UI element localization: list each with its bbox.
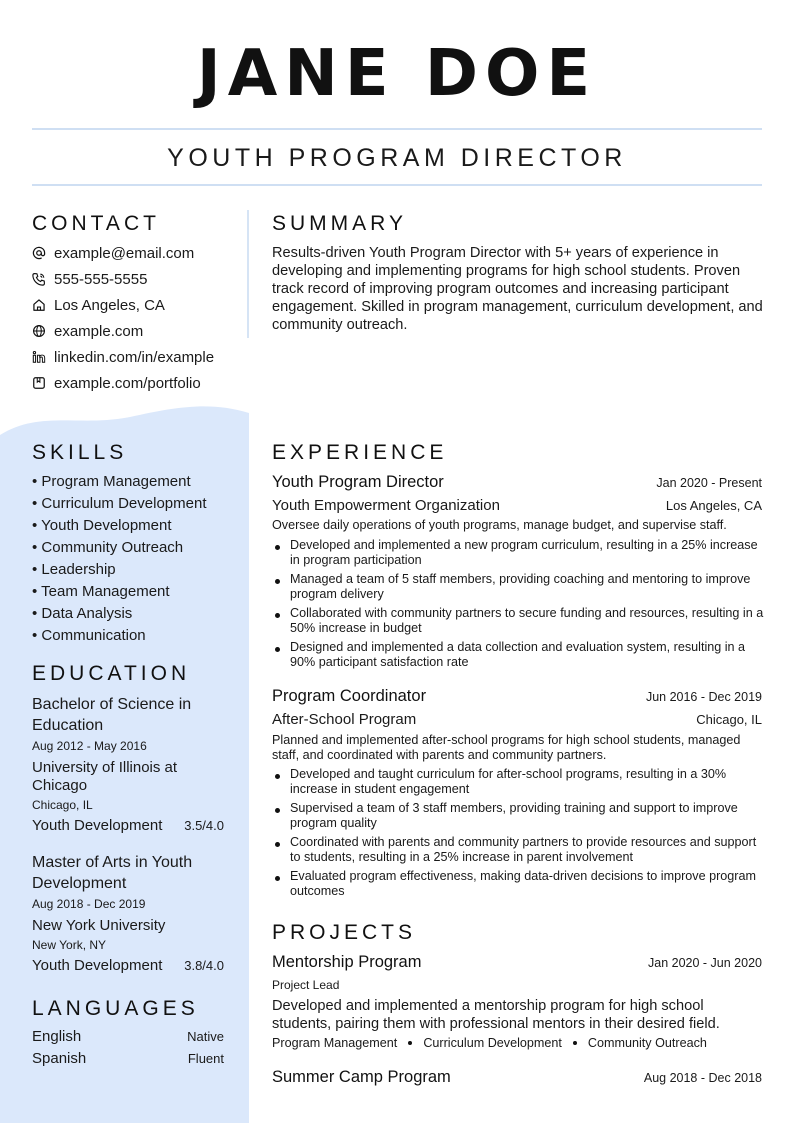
contact-linkedin-text: linkedin.com/in/example (54, 348, 215, 366)
skills-heading: SKILLS (32, 441, 128, 464)
job-organization: After-School Program (272, 711, 417, 728)
job-bullet: Designed and implemented a data collection and evaluation system, resulting in a 90% participant satisfaction rate (272, 640, 764, 670)
skill-item: • Youth Development (32, 517, 172, 534)
skill-item: • Curriculum Development (32, 495, 207, 512)
education-location: Chicago, IL (32, 798, 93, 812)
contact-location (32, 295, 165, 315)
project-header (272, 953, 762, 972)
job-bullet: Managed a team of 5 staff members, providing coaching and mentoring to improve program delivery (272, 572, 764, 602)
job-organization: Youth Empowerment Organization (272, 497, 500, 514)
contact-linkedin[interactable] (32, 347, 214, 367)
education-school: University of Illinois at Chicago (32, 759, 178, 794)
job-header (272, 687, 762, 706)
job-bullet: Collaborated with community partners to secure funding and resources, resulting in a 50% increase in budget (272, 606, 764, 636)
contact-location-text: Los Angeles, CA (54, 296, 165, 314)
language-row (32, 1050, 224, 1067)
job-bullet: Developed and taught curriculum for after-school programs, resulting in a 30% increase in student engagement (272, 767, 764, 797)
project-tag: Program Management (272, 1036, 398, 1050)
education-degree: Master of Arts in Youth Development (32, 854, 193, 892)
project-dates: Jan 2020 - Jun 2020 (648, 956, 762, 970)
column-divider (247, 210, 249, 338)
project-tag: Community Outreach (587, 1036, 707, 1050)
language-name: English (32, 1028, 82, 1045)
project-dates: Aug 2018 - Dec 2018 (643, 1071, 762, 1085)
candidate-title: YOUTH PROGRAM DIRECTOR (167, 144, 627, 172)
education-school: New York University (32, 917, 166, 934)
languages-heading: LANGUAGES (32, 997, 199, 1020)
job-org-row (272, 711, 762, 728)
job-header (272, 473, 762, 492)
header-divider-bottom (32, 184, 762, 186)
bullet-dot (275, 647, 280, 652)
language-level: Native (187, 1029, 224, 1044)
education-dates: Aug 2018 - Dec 2019 (32, 897, 146, 911)
project-header (272, 1068, 762, 1087)
bullet-dot (275, 808, 280, 813)
project-tag: Curriculum Development (423, 1036, 562, 1050)
job-bullet: Coordinated with parents and community partners to provide resources and support to students, resulting in a 25% increase in parent involvement (272, 835, 764, 865)
job-title: Program Coordinator (272, 687, 427, 705)
skill-item: • Data Analysis (32, 605, 133, 622)
project-name: Summer Camp Program (272, 1068, 451, 1086)
job-bullet: Developed and implemented a new program curriculum, resulting in a 25% increase in program participation (272, 538, 764, 568)
at-icon (32, 246, 46, 260)
header-divider-top (32, 128, 762, 130)
contact-heading: CONTACT (32, 212, 160, 235)
experience-heading: EXPERIENCE (272, 441, 448, 464)
tag-separator (408, 1041, 412, 1045)
job-dates: Jun 2016 - Dec 2019 (645, 690, 762, 704)
language-level: Fluent (187, 1051, 224, 1066)
contact-website[interactable] (32, 321, 143, 341)
language-row (32, 1028, 224, 1045)
job-location: Los Angeles, CA (665, 498, 762, 513)
bullet-dot (275, 545, 280, 550)
project-tags (272, 1036, 707, 1050)
education-field-row (32, 957, 224, 974)
skill-item: • Leadership (32, 561, 116, 578)
contact-email[interactable] (32, 243, 194, 263)
education-gpa: 3.5/4.0 (184, 818, 224, 833)
job-org-row (272, 497, 762, 514)
education-field: Youth Development (32, 957, 163, 974)
job-bullet: Supervised a team of 3 staff members, providing training and support to improve program quality (272, 801, 764, 831)
linkedin-icon (32, 350, 46, 364)
summary-heading: SUMMARY (272, 212, 407, 235)
education-degree: Bachelor of Science in Education (32, 696, 192, 734)
education-heading: EDUCATION (32, 662, 191, 685)
language-name: Spanish (32, 1050, 87, 1067)
bullet-dot (275, 613, 280, 618)
education-gpa: 3.8/4.0 (184, 958, 224, 973)
summary-text: Results-driven Youth Program Director with 5+ years of experience in developing and implementing programs for high school students. Proven track record of improving program outcomes and increasing participant engagement. Skilled in program management, curriculum development, and community outreach. (272, 245, 763, 333)
project-description: Developed and implemented a mentorship program for high school students, pairing them with professional mentors in their desired field. (272, 998, 720, 1032)
job-description: Planned and implemented after-school programs for high school students, managed staff, and coordinated with parents and community partners. (272, 733, 741, 762)
globe-icon (32, 324, 46, 338)
bullet-dot (275, 876, 280, 881)
job-dates: Jan 2020 - Present (656, 476, 762, 490)
skill-item: • Communication (32, 627, 146, 644)
contact-phone-text: 555-555-5555 (54, 270, 148, 288)
home-icon (32, 298, 46, 312)
skill-item: • Team Management (32, 583, 170, 600)
contact-phone[interactable] (32, 269, 147, 289)
tag-separator (573, 1041, 577, 1045)
education-field-row (32, 817, 224, 834)
job-location: Chicago, IL (696, 712, 762, 727)
bullet-dot (275, 842, 280, 847)
contact-portfolio-text: example.com/portfolio (54, 374, 201, 392)
job-bullet: Evaluated program effectiveness, making data-driven decisions to improve program outcomes (272, 869, 764, 899)
phone-icon (32, 272, 46, 286)
contact-email-text: example@email.com (54, 244, 195, 262)
contact-portfolio[interactable] (32, 373, 201, 393)
projects-heading: PROJECTS (272, 921, 417, 944)
project-role: Project Lead (272, 978, 340, 992)
job-description: Oversee daily operations of youth programs, manage budget, and supervise staff. (272, 518, 727, 532)
bullet-dot (275, 774, 280, 779)
contact-website-text: example.com (54, 322, 144, 340)
education-location: New York, NY (32, 938, 107, 952)
project-name: Mentorship Program (272, 953, 422, 971)
skill-item: • Program Management (32, 473, 191, 490)
candidate-name: JANE DOE (196, 37, 598, 111)
education-field: Youth Development (32, 817, 163, 834)
job-title: Youth Program Director (272, 473, 444, 491)
bullet-dot (275, 579, 280, 584)
education-dates: Aug 2012 - May 2016 (32, 739, 147, 753)
portfolio-icon (32, 376, 46, 390)
skill-item: • Community Outreach (32, 539, 184, 556)
